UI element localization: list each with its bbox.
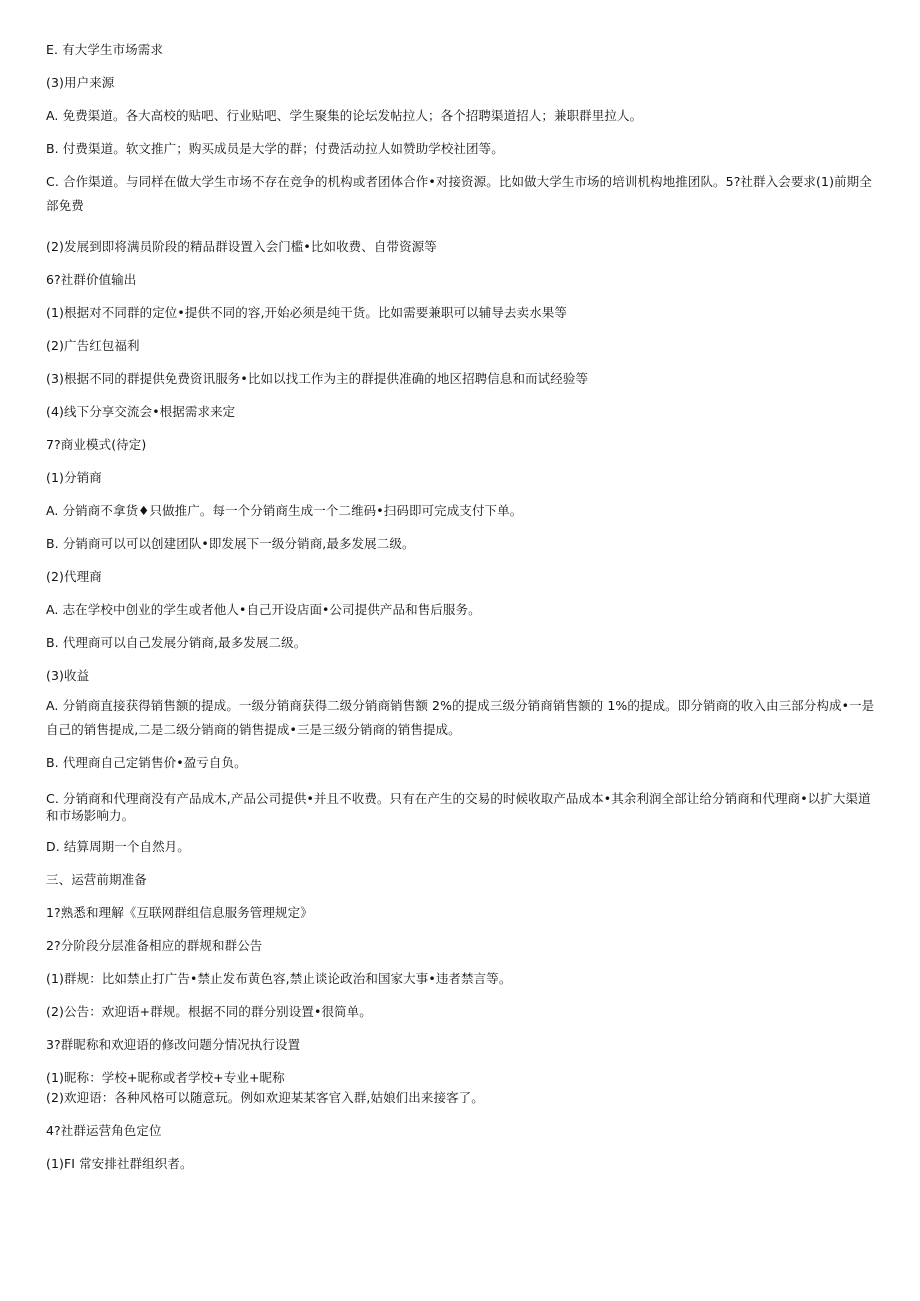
text-line: (1)FI 常安排社群组织者。 [46, 1156, 193, 1171]
text-paragraph: C. 合作渠道。与同样在做大学生市场不存在竞争的机构或者团体合作•对接资源。比如做大学生市场的培训机构地推团队。5?社群入会要求(1)前期全部免费 [46, 174, 872, 213]
text-line: (3)收益 [46, 668, 90, 683]
section-heading: 三、运营前期准备 [46, 872, 147, 887]
text-line: 7?商业模式(待定) [46, 437, 147, 452]
text-line: B. 代理商可以自己发展分销商,最多发展二级。 [46, 635, 307, 650]
text-line: (2)公告：欢迎语+群规。根据不同的群分别设置•很简单。 [46, 1004, 372, 1019]
text-line: (2)代理商 [46, 569, 102, 584]
text-line: (1)群规：比如禁止打广告•禁止发布黄色容,禁止谈论政治和国家大事•违者禁言等。 [46, 971, 512, 986]
text-line: B. 代理商自己定销售价•盈亏自负。 [46, 755, 247, 770]
text-line: 1?熟悉和理解《互联网群组信息服务管理规定》 [46, 905, 313, 920]
text-line: 4?社群运营角色定位 [46, 1123, 162, 1138]
text-line: D. 结算周期一个自然月。 [46, 839, 190, 854]
text-line: A. 免费渠道。各大高校的贴吧、行业贴吧、学生聚集的论坛发帖拉人；各个招聘渠道招人；兼职群里拉人。 [46, 108, 643, 123]
text-line: (1)昵称：学校+昵称或者学校+专业+昵称 [46, 1070, 285, 1085]
text-line: A. 志在学校中创业的学生或者他人•自己开设店面•公司提供产品和售后服务。 [46, 602, 481, 617]
text-line: (1)分销商 [46, 470, 102, 485]
text-line: (2)广告红包福利 [46, 338, 140, 353]
text-line: E. 有大学生市场需求 [46, 42, 163, 57]
text-line: (2)欢迎语：各种风格可以随意玩。例如欢迎某某客官入群,姑娘们出来接客了。 [46, 1090, 484, 1105]
text-line: A. 分销商不拿货♦只做推广。每一个分销商生成一个二维码•扫码即可完成支付下单。 [46, 503, 523, 518]
text-line: 6?社群价值输出 [46, 272, 137, 287]
text-line: B. 付费渠道。软文推广；购买成员是大学的群；付费活动拉人如赞助学校社团等。 [46, 141, 504, 156]
text-line: 2?分阶段分层准备相应的群规和群公告 [46, 938, 263, 953]
text-line: B. 分销商可以可以创建团队•即发展下一级分销商,最多发展二级。 [46, 536, 415, 551]
text-line: (4)线下分享交流会•根据需求来定 [46, 404, 236, 419]
text-line: (1)根据对不同群的定位•提供不同的容,开始必须是纯干货。比如需要兼职可以辅导去卖水果等 [46, 305, 567, 320]
text-paragraph: C. 分销商和代理商没有产品成木,产品公司提供•并且不收费。只有在产生的交易的时候收取产品成本•其余利润全部让给分销商和代理商•以扩大渠道和市场影响力。 [46, 791, 871, 823]
text-line: (2)发展到即将满员阶段的精品群设置入会门槛•比如收费、自带资源等 [46, 239, 437, 254]
text-line: (3)用户来源 [46, 75, 115, 90]
text-paragraph: A. 分销商直接获得销售额的提成。一级分销商获得二级分销商销售额 2%的提成三级分销商销售额的 1%的提成。即分销商的收入由三部分构成•一是自己的销售提成,二是二级分销商的销售提成•三是三级分销商的销售提成。 [46, 698, 875, 737]
text-line: (3)根据不同的群提供免费资讯服务•比如以找工作为主的群提供准确的地区招聘信息和而试经验等 [46, 371, 589, 386]
text-line: 3?群昵称和欢迎语的修改问题分情况执行设置 [46, 1037, 301, 1052]
